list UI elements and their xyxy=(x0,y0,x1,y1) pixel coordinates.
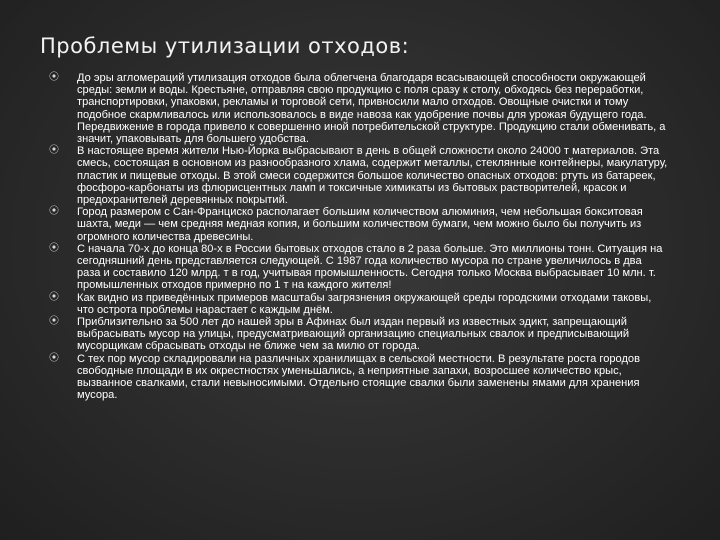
bullet-icon: ⦿ xyxy=(49,145,59,157)
bullet-icon: ⦿ xyxy=(49,72,59,83)
list-item-text: Как видно из приведённых примеров масштабы загрязнения окружающей среды городскими отходами таковы, что острота проблемы нарастает с каждым днём. xyxy=(77,291,652,316)
list-item-text: С тех пор мусор складировали на различных хранилищах в сельской местности. В результате роста городов свободные площади в их окрестностях уменьшались, а неприятные запахи, возросшее количество крыс, вызванное свалками, стали невыносимыми. Отдельно стоящие свалки были заменены ямами для хранения мусора. xyxy=(77,352,640,402)
list-item xyxy=(46,292,668,316)
list-item-text: В настоящее время жители Нью-Йорка выбрасывают в день в общей сложности около 24000 т материалов. Эта смесь, состоящая в основном из разнообразного хлама, содержит металлы, стеклянные контейнеры, макулатуру, пластик и пищевые отходы. В этой смеси содержится большое количество опасных отходов: ртуть из батареек, фосфоро-карбонаты из флюрисцентных ламп и токсичные химикаты из бытовых растворителей, красок и предохранителей деревянных покрытий. xyxy=(77,145,668,207)
list-item-text: Город размером с Сан-Франциско располагает большим количеством алюминия, чем небольшая бокситовая шахта, меди — чем средняя медная копия, и большим количеством бумаги, чем можно было бы получить из огромного количества древесины. xyxy=(77,206,643,243)
bullet-icon: ⦿ xyxy=(49,206,59,218)
list-item-text: До эры агломераций утилизация отходов была облегчена благодаря всасывающей способности окружающей среды: земли и воды. Крестьяне, отправляя свою продукцию с поля сразу к столу, обходясь без переработки, транспортировки, упаковки, рекламы и торговой сети, привносили мало отходов. Овощные очистки и тому подобное скармливалось или использовалось в виде навоза как удобрение почвы для урожая будущего года. Передвижение в города привело к совершенно иной потребительской структуре. Продукцию стали обменивать, а значит, упаковывать для большего удобства. xyxy=(77,72,666,146)
bullet-icon: ⦿ xyxy=(49,316,59,328)
bullet-icon: ⦿ xyxy=(49,291,59,303)
list-item-text: С начала 70-х до конца 80-х в России бытовых отходов стало в 2 раза больше. Это миллионы тонн. Ситуация на сегодняшний день представляется следующей. С 1987 года количество мусора по стране увеличилось в два раза и составило 120 млрд. т в год, учитывая промышленность. Сегодня только Москва выбрасывает 10 млн. т. промышленных отходов примерно по 1 т на каждого жителя! xyxy=(77,242,663,292)
list-item xyxy=(46,206,668,243)
list-item-text: Приблизительно за 500 лет до нашей эры в Афинах был издан первый из известных эдикт, запрещающий выбрасывать мусор на улицы, предусматривающий организацию специальных свалок и предписывающий мусорщикам сбрасывать отходы не ближе чем за милю от города. xyxy=(77,316,630,353)
list-item xyxy=(46,353,668,402)
slide-title: Проблемы утилизации отходов: xyxy=(40,34,410,58)
bullet-icon: ⦿ xyxy=(49,352,59,364)
list-item xyxy=(46,145,668,206)
list-item xyxy=(46,316,668,353)
bullet-icon: ⦿ xyxy=(49,242,59,254)
bullet-list xyxy=(46,72,668,401)
list-item xyxy=(46,243,668,292)
list-item xyxy=(46,72,668,145)
